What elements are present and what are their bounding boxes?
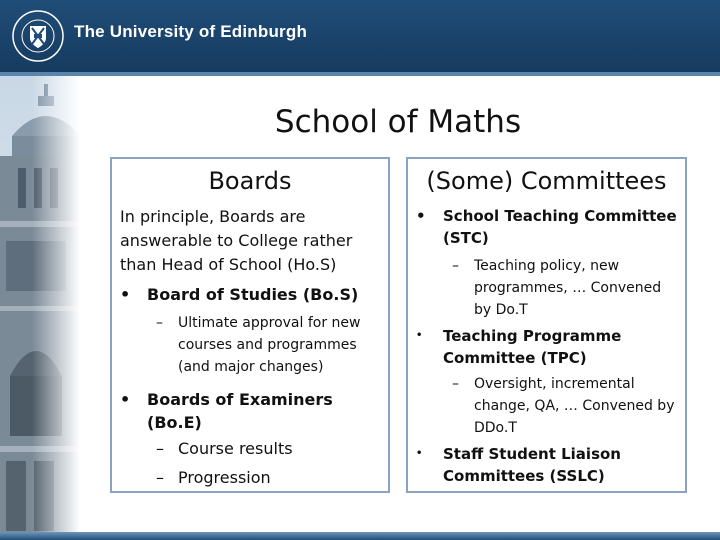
board-subitem: – Course results [120, 434, 380, 463]
header-divider [0, 72, 720, 76]
dash-icon: – [156, 315, 163, 331]
bullet-icon: • [120, 390, 131, 409]
board-subitem: – Ultimate approval for new courses and programmes (and major changes) [120, 312, 380, 378]
university-crest-icon [12, 10, 64, 62]
slide-title: School of Maths [274, 104, 522, 140]
boards-panel [110, 157, 390, 493]
dash-icon: – [156, 439, 164, 458]
board-subitem: – Progression [120, 463, 380, 492]
bullet-icon: • [416, 207, 426, 225]
committee-item: • School Teaching Committee (STC) [416, 207, 677, 247]
dash-icon: – [156, 468, 164, 487]
committees-panel [406, 157, 687, 493]
bullet-icon: • [120, 285, 131, 304]
committees-content [416, 205, 677, 487]
dash-icon: – [452, 376, 459, 392]
board-item: • Board of Studies (Bo.S) [120, 285, 359, 304]
header-bar [0, 0, 720, 72]
committee-item: • Staff Student Liaison Committees (SSLC) [416, 445, 621, 485]
building-photo [0, 76, 80, 536]
bullet-icon: • [416, 330, 423, 341]
board-item: • Boards of Examiners (Bo.E) [120, 390, 333, 432]
footer-bar [0, 532, 720, 540]
dash-icon: – [452, 258, 459, 274]
bullet-icon: • [416, 448, 423, 459]
photo-fade-overlay [0, 76, 80, 536]
committee-subitem: – Teaching policy, new programmes, … Convened by Do.T [416, 255, 677, 321]
committee-subitem: – Oversight, incremental change, QA, … Convened by DDo.T [416, 373, 677, 439]
committees-panel-title: (Some) Committees [426, 167, 667, 195]
committee-item: • Teaching Programme Committee (TPC) [416, 327, 622, 367]
boards-content [120, 205, 380, 492]
boards-intro: In principle, Boards are answerable to College rather than Head of School (Ho.S) [120, 207, 353, 274]
university-name: The University of Edinburgh [74, 22, 308, 41]
boards-panel-title: Boards [208, 167, 292, 195]
